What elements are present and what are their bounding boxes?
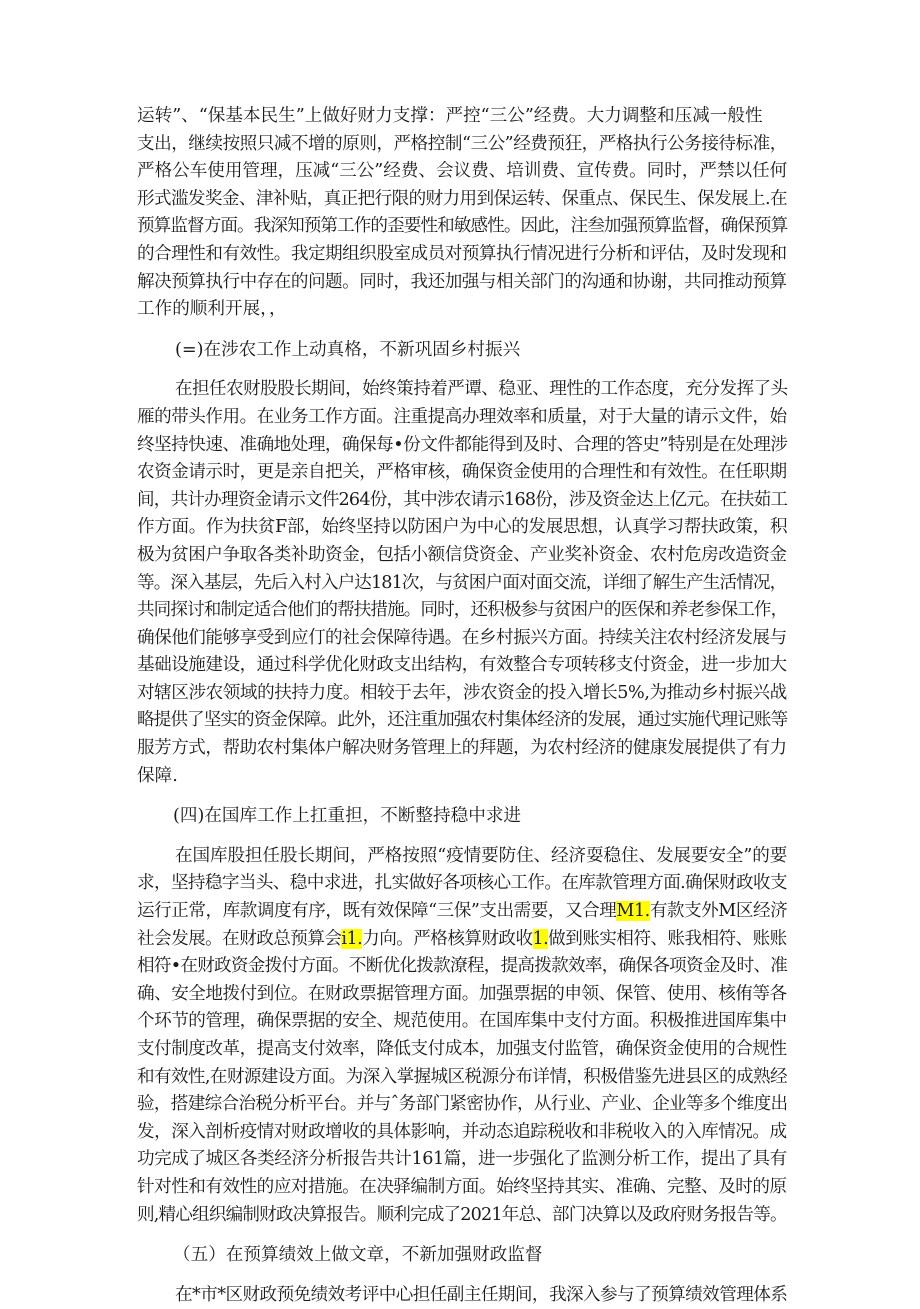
text-line: 雁的带头作用。在业务工作方面。注重提高办理效率和质量，对于大量的请示文件，始 — [137, 406, 787, 427]
text-line: 确、安全地拨付到位。在财政票据管理方面。加强票据的申领、保管、使用、核侑等各 — [137, 983, 787, 1004]
text-segment: 力向。严格核算财政收 — [362, 928, 533, 949]
text-line: 个环节的管理，确保票据的安全、规范使用。在国库集中支付方面。积极推进国库集中 — [137, 1011, 787, 1032]
text-line: 解决预算执行中存在的问题。同时，我还加强与相关部门的沟通和协谢，共同推动预算 — [137, 271, 787, 292]
text-line: 工作的顺利开展，， — [137, 299, 287, 320]
paragraph-performance — [137, 1282, 787, 1309]
text-line: 农资金请示时，更是亲自把关，严格审核，确保资金使用的合理性和有效性。在任职期 — [137, 462, 787, 483]
text-line: 保障. — [137, 765, 178, 786]
text-line — [137, 898, 787, 926]
paragraph-treasury — [137, 843, 787, 1229]
paragraph-agriculture — [137, 376, 787, 790]
text-line: 相符•在财政资金拨付方面。不断优化拨款潦程，提高拨款效率，确保各项资金及时、准 — [137, 956, 788, 977]
text-line: 等。深入基层，先后入村入户达181次，与贫困户面对面交流，详细了解生产生活情况， — [137, 572, 787, 593]
highlight-mark: 1. — [532, 928, 549, 949]
text-line: 对辖区涉农领域的扶持力度。相较于去年，涉农资金的投入增长5%,为推动乡村振兴战 — [137, 682, 787, 703]
text-segment: 运行正常，库款调度有序，既有效保障“三保”支出需要，又合理 — [137, 901, 617, 922]
text-line: 则,精心组织编制财政决算报告。顺利完成了2021年总、部门决算以及政府财务报告等。 — [137, 1204, 787, 1225]
text-line: 间，共计办理资金请示文件264份，其中涉农请示168份，涉及资金达上亿元。在扶茹工 — [137, 489, 788, 510]
text-line: 在国库股担任股长期间，严格按照“疫情要防住、经济耍稳住、发展要安全”的要 — [175, 845, 788, 866]
text-line: 和有效性,在财源建设方面。为深入掌握城区税源分布详情，积极借鉴先进县区的成熟经 — [137, 1066, 787, 1087]
text-line: 验，搭建综合治税分析平台。并与ˆ务部门紧密协作，从行业、产业、企业等多个维度出 — [137, 1094, 788, 1115]
text-segment: 社会发展。在财政总预算会 — [137, 928, 342, 949]
text-line: 服芳方式，帮助农村集体户解决财务管理上的拜题，为农村经济的健康发展提供了有力 — [137, 738, 787, 759]
text-line: 共同探讨和制定适合他们的帮扶措施。同时，还积极参与贫困户的医保和养老参保工作， — [137, 600, 788, 621]
text-line: 终坚持快速、准确地处理，确保每•份文件都能得到及时、合理的答史”特别是在处理涉 — [137, 434, 788, 455]
text-line: 支出，继续按照只减不增的原则，严格控制“三公”经费预狂，严格执行公务接待标准， — [137, 133, 787, 154]
text-line: 确保他们能够享受到应仃的社会保障待遇。在乡村振兴方面。持续关注农村经济发展与 — [137, 627, 787, 648]
text-line: 运转”、“保基本民生”上做好财力支撑：严控“三公”经费。大力调整和压减一般性 — [137, 106, 763, 126]
paragraph-budget-control — [137, 103, 787, 324]
text-line: 形式滥发奖金、津补贴，真正把行限的财力用到保运转、保重点、保民生、保发展上.在 — [137, 188, 787, 209]
text-line: 的合理性和有效性。我定期组织股室成员对预算执行情况进行分析和评估，及时发现和 — [137, 243, 787, 264]
text-line: 发，深入剖析疫情对财政增收的具体影响，并动态追踪税收和非税收入的入库情况。成 — [137, 1121, 787, 1142]
highlight-mark: M1. — [616, 901, 650, 922]
document-body — [137, 103, 787, 1309]
text-line: 针对性和有效性的应对措施。在决驿编制方面。始终坚持其实、准确、完整、及时的原 — [137, 1176, 787, 1197]
text-line: 求，坚持稳字当头、稳中求进，扎实做好各项核心工作。在库款管理方面.确保财政收支 — [137, 873, 787, 894]
section-heading-agriculture: (=)在涉农工作上动真格，不新巩固乡村振兴 — [175, 339, 521, 360]
highlight-mark: i1. — [341, 928, 363, 949]
section-heading-performance: （五）在预算绩效上做文章，不新加强财政监督 — [173, 1245, 543, 1266]
text-line — [137, 926, 787, 954]
text-line: 预算监督方面。我深知预第工作的歪要性和敏感性。因此，注叁加强预算监督，确保预算 — [137, 216, 788, 237]
text-line: 略提供了坚实的资金保障。此外，还注重加强农村集体经济的发展，通过实施代理记账等 — [137, 710, 788, 731]
text-line: 在*市*区财政预免绩效考评中心担任副主任期间，我深入参与了预算绩效管理体系 — [175, 1284, 788, 1305]
text-segment: 有款支外M区经济 — [649, 901, 788, 922]
text-line: 作方面。作为扶贫F部，始终坚持以防困户为中心的发展思想，认真学习帮扶政策，积 — [137, 517, 788, 538]
text-segment: 做到账实相符、账我相符、账账 — [548, 928, 787, 949]
text-line: 极为贫困户争取各类补助资金，包括小额信贷资金、产业奖补资金、农村危房改造资金 — [137, 544, 787, 565]
section-heading-treasury: (四)在国库工作上扛重担，不断整持稳中求进 — [173, 806, 522, 827]
text-line: 功完成了城区各类经济分析报告共计161篇，进一步强化了监测分析工作，提出了具有 — [137, 1149, 787, 1170]
text-line: 在担任农财股股长期间，始终策持着严谭、稳亚、理性的工作态度，充分发挥了头 — [175, 379, 788, 400]
text-line: 严格公车使用管理，压减“三公”经费、会议费、培训费、宣传费。同时，严禁以任何 — [137, 161, 788, 182]
text-line: 基础设施建设，通过科学优化财政支出结构，有效整合专项转移支付资金，进一步加大 — [137, 655, 787, 676]
text-line: 支付制度改革，提高支付效率，降低支付成本，加强支付监管，确保资金使用的合规性 — [137, 1039, 787, 1059]
